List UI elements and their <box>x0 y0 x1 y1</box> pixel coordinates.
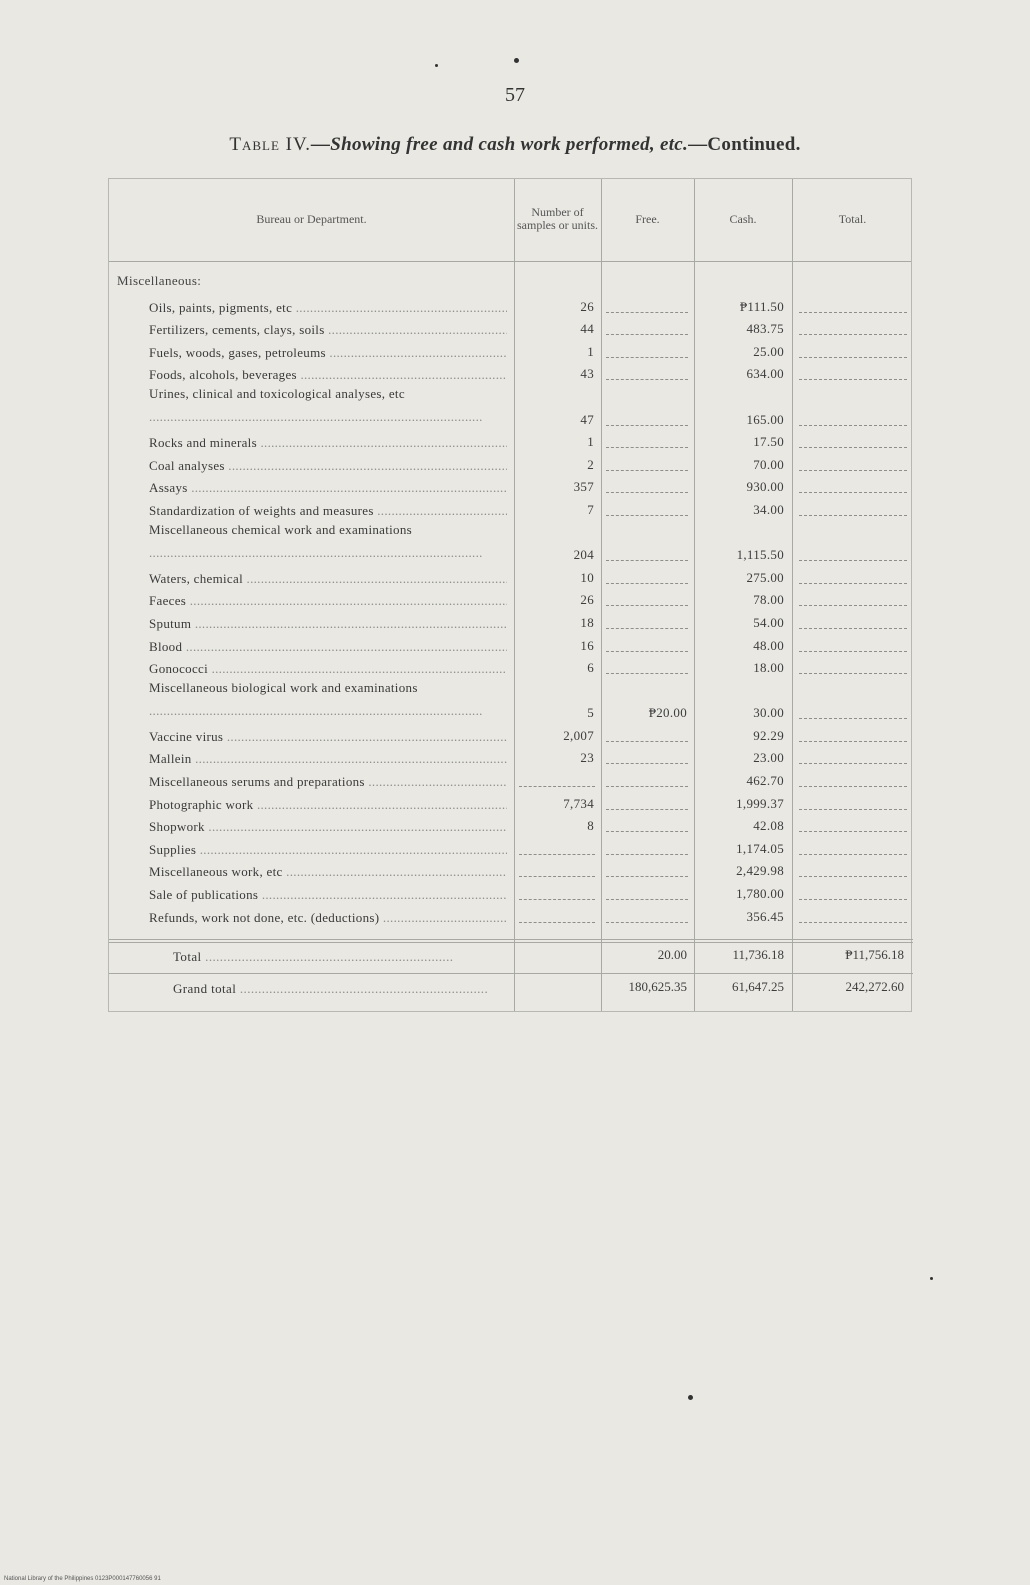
cell-cash: 70.00 <box>753 456 784 472</box>
leader-dots <box>799 425 907 426</box>
leader-dots <box>606 854 688 855</box>
cell-number: 10 <box>580 569 594 585</box>
cell-number: 1 <box>587 434 594 450</box>
row-label: Rocks and minerals ..... <box>149 435 507 451</box>
leader-dots <box>519 922 595 923</box>
cell-cash: 42.08 <box>753 818 784 834</box>
cell-cash: 1,174.05 <box>736 840 784 856</box>
cell-number: 18 <box>580 614 594 630</box>
leader-dots <box>606 831 688 832</box>
grand-total-label: Grand total ..... <box>173 981 493 997</box>
cell-cash: 18.00 <box>753 660 784 676</box>
footer-credit: National Library of the Philippines 0123P000147760056 91 <box>4 1576 161 1582</box>
leader-dots <box>799 763 907 764</box>
row-label: Supplies ..... <box>149 842 507 858</box>
leader-dots <box>799 718 907 719</box>
leader-dots <box>799 899 907 900</box>
row-label: Fuels, woods, gases, petroleums ..... <box>149 345 507 361</box>
leader-dots <box>799 651 907 652</box>
cell-number: 357 <box>573 479 594 495</box>
leader-dots <box>799 922 907 923</box>
leader-dots <box>799 492 907 493</box>
cell-number: 26 <box>580 298 594 314</box>
row-label: Fertilizers, cements, clays, soils ..... <box>149 322 507 338</box>
cell-cash: 92.29 <box>753 727 784 743</box>
table-title-prefix: Table IV. <box>229 134 311 155</box>
leader-dots <box>606 334 688 335</box>
cell-number: 16 <box>580 637 594 653</box>
cell-cash: 275.00 <box>746 569 784 585</box>
leader-dots <box>606 492 688 493</box>
leader-dots <box>606 515 688 516</box>
table-row <box>109 340 913 363</box>
cell-number: 6 <box>587 660 594 676</box>
leader-dots <box>606 899 688 900</box>
table-row <box>109 815 913 838</box>
cell-number: 26 <box>580 592 594 608</box>
cell-number: 7 <box>587 501 594 517</box>
cell-cash: 1,999.37 <box>736 795 784 811</box>
leader-dots <box>606 741 688 742</box>
leader-dots <box>606 628 688 629</box>
ink-speck <box>930 1277 933 1280</box>
table-row <box>109 634 913 657</box>
cell-cash: 356.45 <box>746 908 784 924</box>
cell-number: 2 <box>587 456 594 472</box>
table-row <box>109 476 913 499</box>
leader-dots <box>799 854 907 855</box>
table-title-italic: —Showing free and cash work performed, etc. <box>311 134 689 155</box>
leader-dots <box>606 560 688 561</box>
table-row <box>109 385 913 430</box>
leader-dots <box>606 379 688 380</box>
grand-total-row <box>109 971 913 1003</box>
row-label: Mallein ..... <box>149 751 507 767</box>
table-row <box>109 521 913 566</box>
cell-number: 7,734 <box>563 795 594 811</box>
row-label: Coal analyses ..... <box>149 458 507 474</box>
table-row <box>109 363 913 386</box>
table-row <box>109 769 913 792</box>
ink-speck <box>514 58 519 63</box>
leader-dots <box>606 425 688 426</box>
cell-cash: ₱111.50 <box>739 298 784 314</box>
totals-block <box>109 939 913 1003</box>
leader-dots <box>799 673 907 674</box>
cell-number: 44 <box>580 321 594 337</box>
leader-dots <box>606 357 688 358</box>
row-label: Oils, paints, pigments, etc ..... <box>149 300 507 316</box>
cell-cash: 54.00 <box>753 614 784 630</box>
table-row <box>109 905 913 928</box>
leader-dots <box>606 470 688 471</box>
row-label: Miscellaneous biological work and examinations ..... <box>149 677 507 722</box>
header-cash: Cash. <box>729 211 757 226</box>
row-label: Faeces ..... <box>149 593 507 609</box>
leader-dots <box>519 876 595 877</box>
row-label: Refunds, work not done, etc. (deductions) ..... <box>149 910 507 926</box>
cell-cash: 48.00 <box>753 637 784 653</box>
leader-dots <box>799 809 907 810</box>
table-row <box>109 882 913 905</box>
cell-cash: 2,429.98 <box>736 863 784 879</box>
table-row <box>109 431 913 454</box>
cell-cash: 25.00 <box>753 343 784 359</box>
section-label: Miscellaneous: <box>117 273 202 288</box>
row-label: Miscellaneous chemical work and examinations ..... <box>149 519 507 564</box>
leader-dots <box>519 854 595 855</box>
grand-total-free: 180,625.35 <box>628 979 687 994</box>
total-cash: 11,736.18 <box>732 947 784 962</box>
cell-cash: 634.00 <box>746 366 784 382</box>
row-label: Vaccine virus ..... <box>149 729 507 745</box>
leader-dots <box>606 809 688 810</box>
cell-cash: 165.00 <box>746 411 784 427</box>
row-label: Miscellaneous work, etc ..... <box>149 864 507 880</box>
cell-number: 204 <box>573 547 594 563</box>
total-free: 20.00 <box>657 947 687 962</box>
leader-dots <box>606 583 688 584</box>
leader-dots <box>799 831 907 832</box>
cell-cash: 30.00 <box>753 705 784 721</box>
cell-cash: 483.75 <box>746 321 784 337</box>
leader-dots <box>606 876 688 877</box>
leader-dots <box>606 447 688 448</box>
table-row <box>109 860 913 883</box>
row-label: Assays ..... <box>149 480 507 496</box>
cell-number: 1 <box>587 343 594 359</box>
cell-cash: 1,780.00 <box>736 886 784 902</box>
table-row <box>109 295 913 318</box>
cell-cash: 930.00 <box>746 479 784 495</box>
leader-dots <box>606 312 688 313</box>
leader-dots <box>799 560 907 561</box>
leader-dots <box>606 922 688 923</box>
row-label: Sputum ..... <box>149 616 507 632</box>
row-label: Sale of publications ..... <box>149 887 507 903</box>
leader-dots <box>799 515 907 516</box>
leader-dots <box>799 786 907 787</box>
table-row <box>109 498 913 521</box>
leader-dots <box>799 312 907 313</box>
row-label: Miscellaneous serums and preparations ..... <box>149 774 507 790</box>
leader-dots <box>606 786 688 787</box>
leader-dots <box>799 741 907 742</box>
cell-cash: 23.00 <box>753 750 784 766</box>
leader-dots <box>606 673 688 674</box>
table-row <box>109 837 913 860</box>
table-row <box>109 566 913 589</box>
row-label: Urines, clinical and toxicological analyses, etc ..... <box>149 383 507 428</box>
table-row <box>109 724 913 747</box>
page-number: 57 <box>505 84 525 106</box>
cell-cash: 1,115.50 <box>736 547 784 563</box>
cell-cash: 78.00 <box>753 592 784 608</box>
leader-dots <box>519 786 595 787</box>
table-row <box>109 679 913 724</box>
row-label: Gonococci ..... <box>149 661 507 677</box>
grand-total-cash: 61,647.25 <box>732 979 784 994</box>
grand-total-total: 242,272.60 <box>845 979 904 994</box>
row-label: Foods, alcohols, beverages ..... <box>149 367 507 383</box>
leader-dots <box>799 628 907 629</box>
cell-number: 47 <box>580 411 594 427</box>
ink-speck <box>688 1395 693 1400</box>
table-row <box>109 611 913 634</box>
row-label: Standardization of weights and measures ..... <box>149 503 507 519</box>
row-label: Waters, chemical ..... <box>149 571 507 587</box>
leader-dots <box>519 899 595 900</box>
table-body <box>109 295 913 928</box>
leader-dots <box>799 605 907 606</box>
table-row <box>109 657 913 680</box>
cell-number: 2,007 <box>563 727 594 743</box>
table-row <box>109 318 913 341</box>
cell-number: 23 <box>580 750 594 766</box>
table-row <box>109 747 913 770</box>
table-row <box>109 453 913 476</box>
leader-dots <box>606 763 688 764</box>
row-label: Photographic work ..... <box>149 797 507 813</box>
header-department: Bureau or Department. <box>256 211 367 226</box>
total-total: ₱11,756.18 <box>845 947 904 962</box>
table-row <box>109 589 913 612</box>
leader-dots <box>799 379 907 380</box>
cell-number: 43 <box>580 366 594 382</box>
header-number: Number of samples or units. <box>517 205 598 232</box>
header-divider <box>109 261 911 262</box>
table-title <box>0 134 1030 156</box>
leader-dots <box>606 651 688 652</box>
total-row <box>109 939 913 971</box>
cell-cash: 34.00 <box>753 501 784 517</box>
row-label: Shopwork ..... <box>149 819 507 835</box>
cell-number: 8 <box>587 818 594 834</box>
work-table <box>108 178 912 1012</box>
total-label: Total ..... <box>173 949 493 965</box>
table-title-suffix: —Continued. <box>688 134 801 155</box>
cell-free: ₱20.00 <box>648 705 687 721</box>
cell-cash: 462.70 <box>746 773 784 789</box>
cell-cash: 17.50 <box>753 434 784 450</box>
row-label: Blood ..... <box>149 639 507 655</box>
leader-dots <box>799 357 907 358</box>
header-total: Total. <box>838 211 867 226</box>
leader-dots <box>799 334 907 335</box>
leader-dots <box>606 605 688 606</box>
table-row <box>109 792 913 815</box>
ink-speck <box>435 64 438 67</box>
leader-dots <box>799 876 907 877</box>
leader-dots <box>799 470 907 471</box>
leader-dots <box>799 583 907 584</box>
header-free: Free. <box>635 211 660 226</box>
cell-number: 5 <box>587 705 594 721</box>
leader-dots <box>799 447 907 448</box>
